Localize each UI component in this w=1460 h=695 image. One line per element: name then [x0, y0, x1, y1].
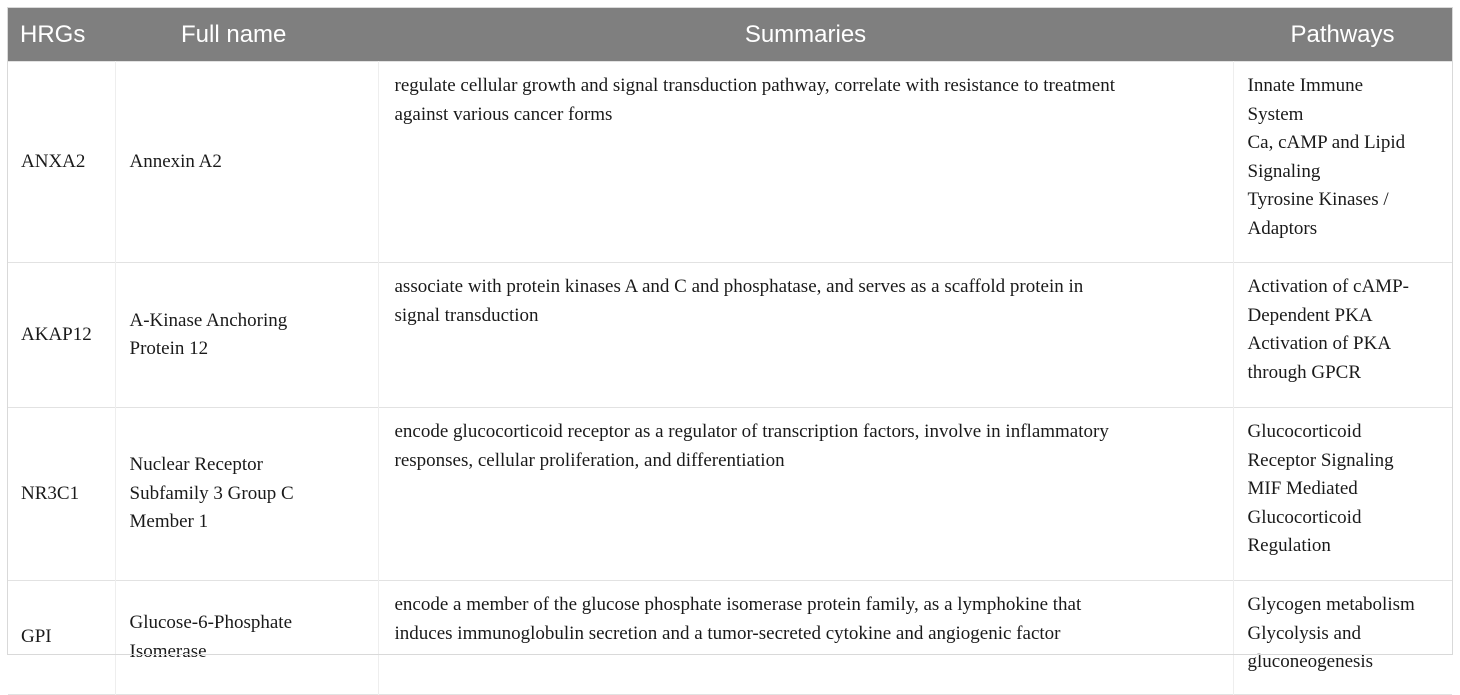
pathway-line: Signaling: [1247, 160, 1321, 182]
pathway-line: Innate Immune: [1247, 75, 1364, 96]
pathway-line: Glucocorticoid: [1247, 506, 1362, 528]
table-row: [8, 62, 1452, 263]
header-full-name: Full name: [115, 8, 378, 62]
pathways-cell: [1233, 581, 1452, 695]
hrg-cell: GPI: [21, 626, 52, 648]
summary-line: regulate cellular growth and signal transduction pathway, correlate with resistance to treatment: [394, 75, 1115, 96]
summary-line: encode glucocorticoid receptor as a regulator of transcription factors, involve in inflammatory: [394, 421, 1109, 442]
pathway-line: Regulation: [1247, 535, 1331, 556]
header-summaries: Summaries: [378, 8, 1233, 62]
pathway-line: Adaptors: [1247, 217, 1318, 239]
hrg-cell: ANXA2: [21, 150, 86, 172]
pathway-line: through GPCR: [1247, 361, 1361, 383]
summary-line: responses, cellular proliferation, and differentiation: [394, 449, 785, 471]
full-name-line: Subfamily 3 Group C: [129, 482, 294, 504]
pathway-line: gluconeogenesis: [1247, 651, 1374, 672]
full-name-line: Glucose-6-Phosphate: [129, 612, 293, 633]
pathways-cell: [1233, 263, 1452, 408]
full-name-line: Nuclear Receptor: [129, 454, 263, 476]
hrg-table-container: [8, 8, 1452, 695]
hrg-cell: NR3C1: [21, 482, 80, 504]
full-name-line: Member 1: [129, 511, 209, 533]
summary-cell: [378, 581, 1233, 695]
header-hrgs: HRGs: [8, 8, 115, 62]
pathways-cell: [1233, 408, 1452, 581]
full-name-line: Protein 12: [129, 338, 209, 359]
hrg-cell: AKAP12: [21, 323, 92, 345]
pathways-cell: [1233, 62, 1452, 263]
pathway-line: Activation of PKA: [1247, 333, 1392, 354]
summary-cell: [378, 408, 1233, 581]
pathway-line: System: [1247, 103, 1304, 125]
pathway-line: Activation of cAMP-: [1247, 276, 1409, 297]
pathway-line: Dependent PKA: [1247, 304, 1373, 326]
full-name-line: Annexin A2: [129, 150, 222, 172]
pathway-line: Ca, cAMP and Lipid: [1247, 132, 1406, 153]
full-name-cell: [115, 581, 378, 695]
summary-line: signal transduction: [394, 304, 539, 326]
summary-line: against various cancer forms: [394, 103, 613, 125]
table-row: [8, 581, 1452, 695]
full-name-cell: [115, 263, 378, 408]
pathway-line: Glucocorticoid: [1247, 421, 1362, 442]
summary-line: encode a member of the glucose phosphate isomerase protein family, as a lymphokine that: [394, 594, 1082, 615]
summary-line: induces immunoglobulin secretion and a tumor-secreted cytokine and angiogenic factor: [394, 622, 1061, 644]
pathway-line: Glycogen metabolism: [1247, 594, 1415, 615]
full-name-cell: [115, 408, 378, 581]
header-row: [8, 8, 1452, 62]
summary-cell: [378, 263, 1233, 408]
table-row: [8, 263, 1452, 408]
pathway-line: Tyrosine Kinases /: [1247, 189, 1389, 210]
pathway-line: Glycolysis and: [1247, 622, 1361, 644]
header-pathways: Pathways: [1233, 8, 1452, 62]
pathway-line: MIF Mediated: [1247, 478, 1358, 499]
full-name-line: Isomerase: [129, 640, 207, 662]
summary-line: associate with protein kinases A and C and phosphatase, and serves as a scaffold protein in: [394, 276, 1084, 297]
hrg-table: [8, 8, 1452, 695]
pathway-line: Receptor Signaling: [1247, 449, 1394, 471]
table-row: [8, 408, 1452, 581]
full-name-cell: [115, 62, 378, 263]
full-name-line: A-Kinase Anchoring: [129, 309, 288, 331]
summary-cell: [378, 62, 1233, 263]
